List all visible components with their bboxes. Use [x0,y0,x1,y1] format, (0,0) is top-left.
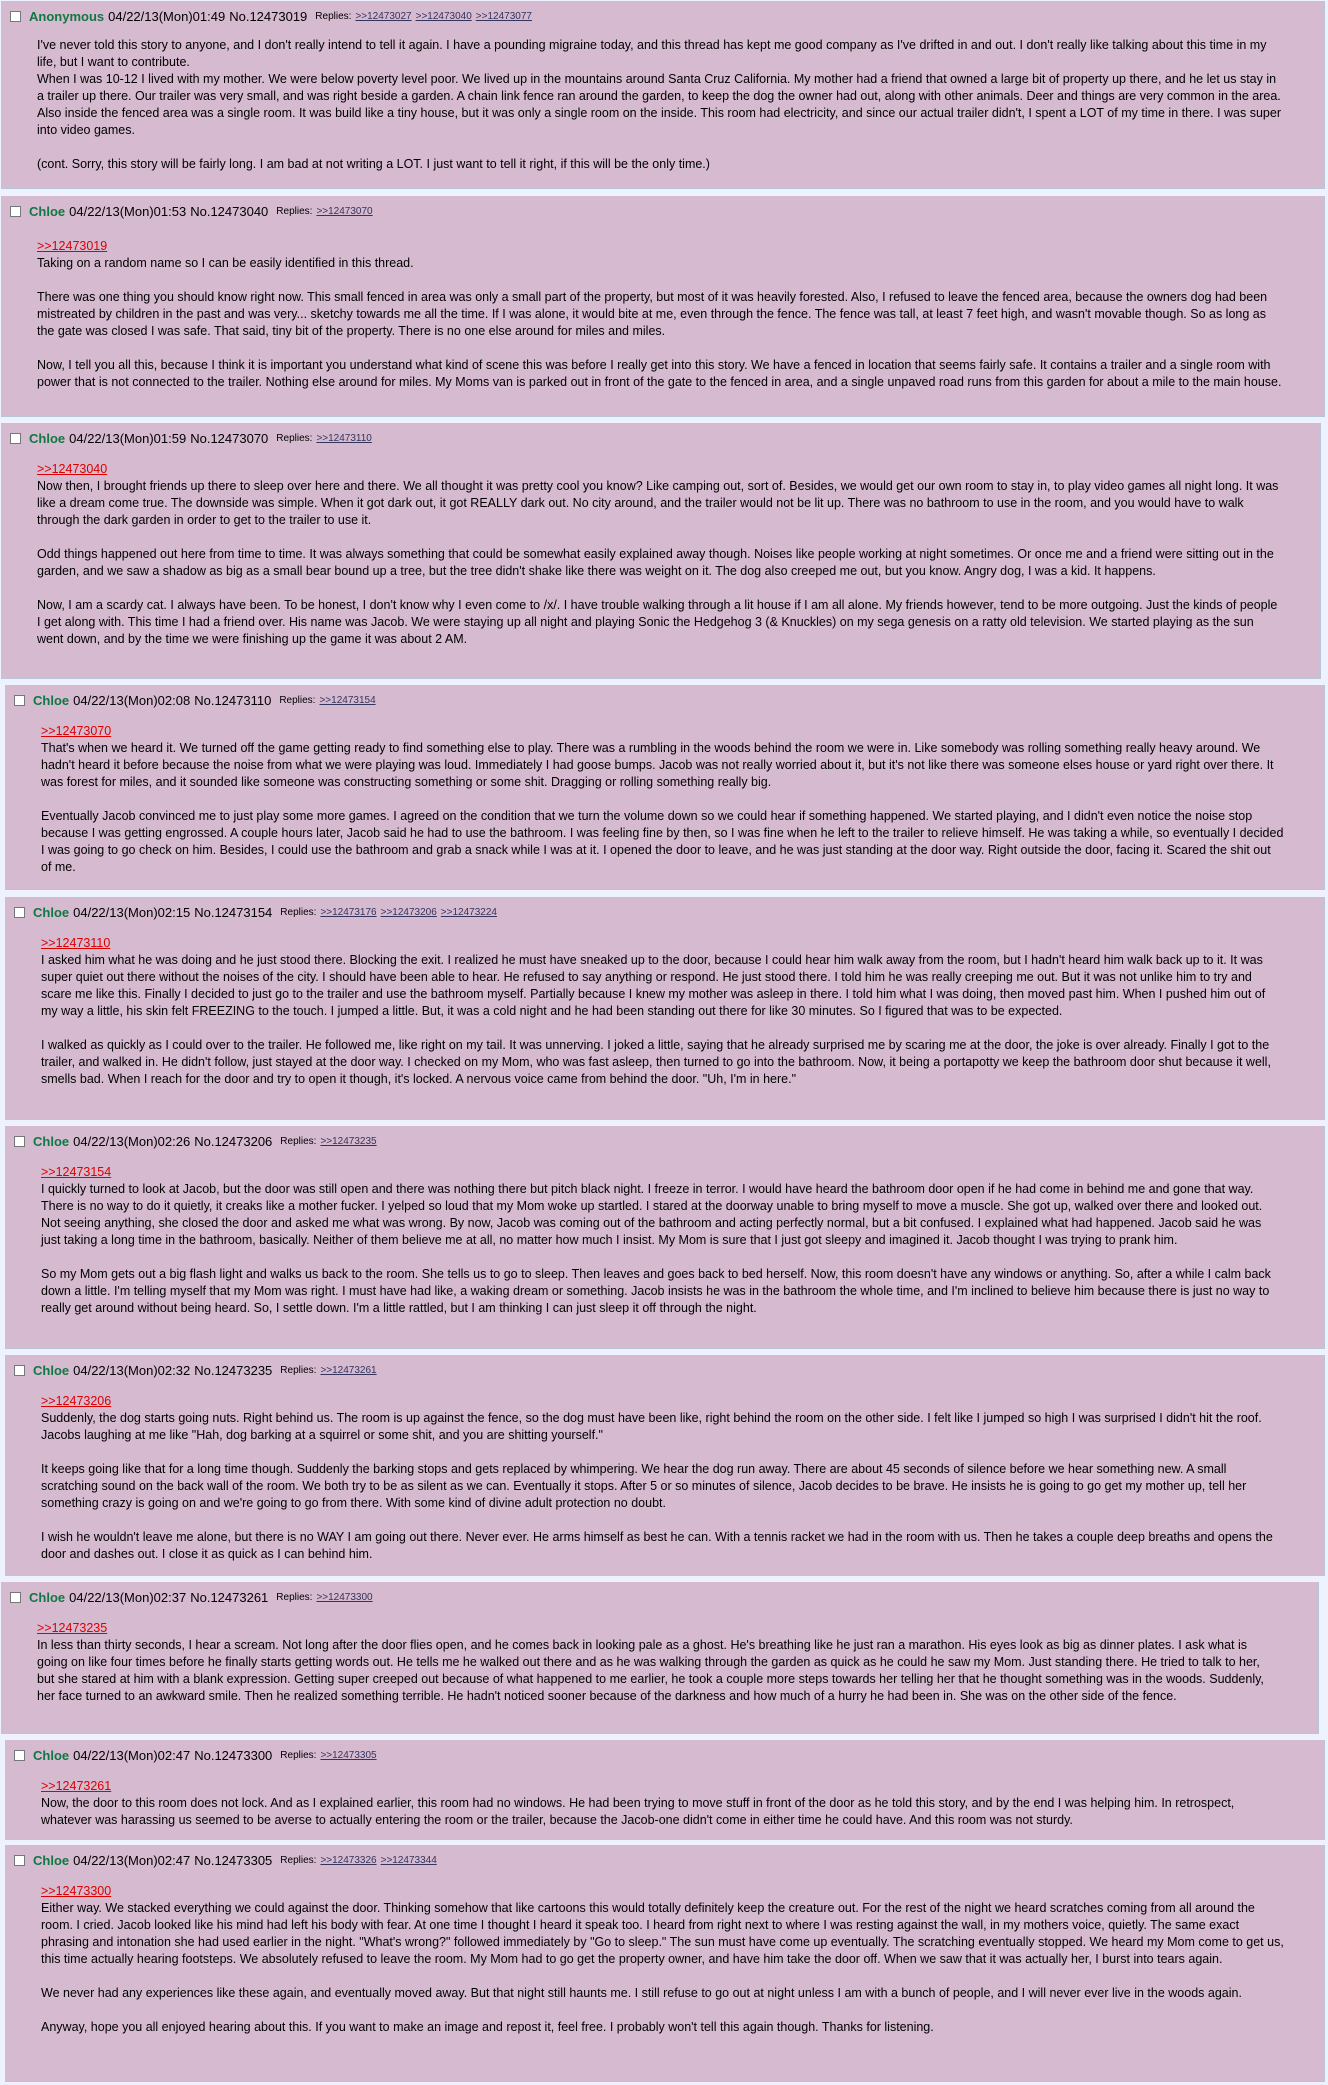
post-checkbox[interactable] [10,1592,21,1603]
poster-name: Chloe [33,904,70,920]
post-message [37,461,1280,648]
reply-backlink[interactable]: >>12473305 [320,1749,377,1761]
post-message [41,1778,1284,1829]
quote-link[interactable]: >>12473300 [41,1884,112,1898]
post-number-link[interactable]: No.12473154 [194,904,273,920]
replies-label: Replies: [279,694,316,706]
post-message [41,1164,1284,1317]
post-number-link[interactable]: No.12473019 [229,8,308,24]
message-paragraph: Suddenly, the dog starts going nuts. Right behind us. The room is up against the fence, so the dog must have been like, right behind the room on the other side. I felt like I jumped so high I was surprised I didn't hit the roof. Jacobs laughing at me like "Hah, dog barking at a squirrel or some shit, and you are shitting yourself." [41,1411,1262,1442]
message-paragraph: Odd things happened out here from time to time. It was always something that could be somewhat easily explained away though. Noises like people working at night sometimes. Or once me and a friend were sitting out in the garden, and we saw a shadow as big as a small bear bound up a tree, but the tree didn't shake like there was weight on it. The dog also creeped me out, but you know. Angry dog, I was a kid. It happens. [37,547,1274,578]
reply-backlink[interactable]: >>12473326 [320,1854,377,1866]
post-datetime: 04/22/13(Mon)01:53 [69,203,187,219]
post-checkbox[interactable] [14,1855,25,1866]
quote-link[interactable]: >>12473235 [37,1621,108,1635]
message-paragraph: Taking on a random name so I can be easily identified in this thread. [37,256,414,270]
post-message [37,37,1284,173]
reply-backlink[interactable]: >>12473235 [320,1135,377,1147]
quote-link[interactable]: >>12473110 [41,936,111,950]
post-message [37,238,1284,391]
post-datetime: 04/22/13(Mon)02:37 [69,1589,187,1605]
post-number-link[interactable]: No.12473040 [190,203,269,219]
message-paragraph: Anyway, hope you all enjoyed hearing about this. If you want to make an image and repost it, feel free. I probably won't tell this again though. Thanks for listening. [41,2020,934,2034]
post-header [10,1589,1310,1605]
post-checkbox[interactable] [14,1750,25,1761]
replies-label: Replies: [276,1591,313,1603]
reply-backlink[interactable]: >>12473300 [316,1591,373,1603]
post-datetime: 04/22/13(Mon)02:47 [73,1852,191,1868]
poster-name: Chloe [33,692,70,708]
post-checkbox[interactable] [10,433,21,444]
post-checkbox[interactable] [14,695,25,706]
message-paragraph: It keeps going like that for a long time though. Suddenly the barking stops and gets replaced by whimpering. We hear the dog run away. There are about 45 seconds of silence before we hear something new. A small scratching sound on the back wall of the room. We both try to be as silent as we can. Eventually it stops. After 5 or so minutes of silence, Jacob decides to be brave. He insists he is going to go get my mother up, tell her something crazy is going on and we're going to go from there. With some kind of divine adult protection no doubt. [41,1462,1247,1510]
reply-backlink[interactable]: >>12473344 [380,1854,437,1866]
message-paragraph: Eventually Jacob convinced me to just play some more games. I agreed on the condition that we turn the volume down so we could hear if something happened. We started playing, and I didn't even notice the noise stop because I was getting engrossed. A couple hours later, Jacob said he had to use the bathroom. I was feeling fine by then, so I was fine when he left to the trailer to relieve himself. He was taking a while, so eventually I decided I was going to go check on him. Besides, I could use the bathroom and grab a snack while I was at it. I opened the door to leave, and he was just standing at the door way. Right outside the door, facing it. Scared the shit out of me. [41,809,1284,874]
post-number-link[interactable]: No.12473261 [190,1589,269,1605]
post-header [10,8,1316,24]
post [5,685,1325,890]
post-header [14,1362,1316,1378]
reply-backlink[interactable]: >>12473077 [475,10,532,22]
post-number-link[interactable]: No.12473305 [194,1852,273,1868]
post [1,1,1325,189]
post-header [14,1133,1316,1149]
reply-backlink[interactable]: >>12473176 [320,906,377,918]
post-checkbox[interactable] [14,1136,25,1147]
reply-backlink[interactable]: >>12473110 [316,432,372,444]
replies-label: Replies: [276,205,313,217]
message-paragraph: In less than thirty seconds, I hear a scream. Not long after the door flies open, and he comes back in looking pale as a ghost. He's breathing like he just ran a marathon. His eyes look as big as dinner plates. I ask what is going on like four times before he finally starts getting words out. He tells me he walked out there and as he was walking through the garden as quick as he could he saw my Mom. Just standing there. He tried to talk to her, but she stared at him with a blank expression. Getting super creeped out because of what happened to me earlier, he took a couple more steps towards her telling her that he thought something was in the woods. Suddenly, her face turned to an awkward smile. Then he realized something terrible. He hadn't noticed sooner because of the darkness and how much of a hurry he had been in. She was on the other side of the fence. [37,1638,1264,1703]
post-datetime: 04/22/13(Mon)02:32 [73,1362,191,1378]
poster-name: Chloe [29,203,66,219]
replies-label: Replies: [280,1854,317,1866]
replies-label: Replies: [280,1364,317,1376]
post-header [14,904,1316,920]
post-header [10,203,1316,219]
message-paragraph: There was one thing you should know right now. This small fenced in area was only a small part of the property, but most of it was heavily forested. Also, I refused to leave the fenced area, because the owners dog had been mistreated by children in the past and was very... sketchy towards me all the time. If I was alone, it would bite at me, even through the fence. The fence was tall, at least 7 feet high, and wasn't movable though. So as long as the gate was closed I was safe. That said, tiny bit of the property. There is no one else around for miles and miles. [37,290,1268,338]
post-message [41,1393,1284,1563]
reply-backlink[interactable]: >>12473224 [440,906,497,918]
post [1,196,1325,417]
reply-backlink[interactable]: >>12473070 [316,205,373,217]
post-header [14,1747,1316,1763]
quote-link[interactable]: >>12473040 [37,462,108,476]
reply-backlink[interactable]: >>12473040 [415,10,472,22]
post-datetime: 04/22/13(Mon)01:59 [69,430,187,446]
quote-link[interactable]: >>12473154 [41,1165,112,1179]
poster-name: Chloe [33,1133,70,1149]
post-checkbox[interactable] [14,1365,25,1376]
post-number-link[interactable]: No.12473110 [194,692,272,708]
post-message [41,1883,1284,2036]
post-datetime: 04/22/13(Mon)02:08 [73,692,191,708]
quote-link[interactable]: >>12473206 [41,1394,112,1408]
reply-backlink[interactable]: >>12473261 [320,1364,377,1376]
post-message [41,723,1284,876]
post-checkbox[interactable] [10,206,21,217]
post [5,1740,1325,1840]
post [5,1355,1325,1576]
post-number-link[interactable]: No.12473070 [190,430,269,446]
poster-name: Chloe [29,1589,66,1605]
post-number-link[interactable]: No.12473206 [194,1133,273,1149]
poster-name: Chloe [33,1362,70,1378]
post-checkbox[interactable] [10,11,21,22]
message-paragraph: I walked as quickly as I could over to the trailer. He followed me, like right on my tail. It was unnerving. I joked a little, saying that he already surprised me by scaring me at the door, the joke is over already. Finally I got to the trailer, and walked in. He didn't follow, just stayed at the door way. I checked on my Mom, who was fast asleep, then turned to go into the bathroom. Now, it being a portapotty we keep the bathroom door shut because it well, smells bad. When I reach for the door and try to open it though, it's locked. A nervous voice came from behind the door. "Uh, I'm in here." [41,1038,1271,1086]
post [5,1845,1325,2082]
message-paragraph: Now then, I brought friends up there to sleep over here and there. We all thought it was pretty cool you know? Like camping out, sort of. Besides, we would get our own room to stay in, to play video games all night long. It was like a dream come true. The downside was simple. When it got dark out, it got REALLY dark out. No city around, and the trailer would not be lit up. There was no bathroom to use in the room, and you would have to walk through the dark garden in order to get to the trailer to use it. [37,479,1279,527]
post-header [14,1852,1316,1868]
post-header [14,692,1316,708]
reply-backlink[interactable]: >>12473027 [355,10,412,22]
reply-backlink[interactable]: >>12473154 [319,694,376,706]
message-paragraph: Either way. We stacked everything we could against the door. Thinking somehow that like cartoons this would totally definitely keep the creature out. For the rest of the night we heard scratches coming from all around the room. I cried. Jacob looked like his mind had left his body with fear. At one time I thought I heard it speak too. I heard from right next to where I was resting against the wall, in my mothers voice, quietly. The same exact phrasing and intonation she had used earlier in the night. "What's wrong?" followed immediately by "Go to sleep." The sun must have come up eventually. The scratching eventually stopped. We heard my Mom come to get us, this time actually hearing footsteps. We absolutely refused to leave the room. My Mom had to go get the property owner, and have him take the door off. When we saw that it was actually her, I burst into tears again. [41,1901,1284,1966]
poster-name: Chloe [29,430,66,446]
replies-label: Replies: [280,1135,317,1147]
post-datetime: 04/22/13(Mon)02:47 [73,1747,191,1763]
quote-link[interactable]: >>12473261 [41,1779,112,1793]
post-header [10,430,1312,446]
quote-link[interactable]: >>12473019 [37,239,108,253]
post [1,423,1321,679]
poster-name: Chloe [33,1852,70,1868]
message-paragraph: That's when we heard it. We turned off the game getting ready to find something else to play. There was a rumbling in the woods behind the room we were in. Like somebody was rolling something really heavy around. We hadn't heard it before because the noise from what we were playing was loud. Immediately I had goose bumps. Jacob was not really worried about it, but it's not like there was someone elses house or yard right over there. It was forest for miles, and it sounded like someone was constructing something or some shit. Dragging or rolling something really big. [41,741,1274,789]
post-message [37,1620,1278,1705]
message-paragraph: Now, I am a scardy cat. I always have been. To be honest, I don't know why I even come to /x/. I have trouble walking through a lit house if I am all alone. My friends however, tend to be more outgoing. Just the kinds of people I get along with. This time I had a friend over. His name was Jacob. We were staying up all night and playing Sonic the Hedgehog 3 (& Knuckles) on my sega genesis on a ratty old television. We started playing as the sun went down, and by the time we were finishing up the game it was about 2 AM. [37,598,1278,646]
message-paragraph: Now, I tell you all this, because I think it is important you understand what kind of scene this was before I really get into this story. We have a fenced in location that seems fairly safe. It contains a trailer and a single room with power that is not connected to the trailer. Nothing else around for miles. My Moms van is parked out in front of the gate to the fenced in area, and a single unpaved road runs from this garden for about a mile to the main house. [37,358,1282,389]
message-paragraph: I asked him what he was doing and he just stood there. Blocking the exit. I realized he must have sneaked up to the door, because I could hear him walk away from the room, but I hadn't heard him walk back up to it. It was super quiet out there without the noises of the city. I should have been able to hear. He refused to say anything or respond. He just stood there. I told him he was really creeping me out. But it was not unlike him to try and scare me like this. Finally I decided to just go to the trailer and use the bathroom myself. Partially because I knew my mother was asleep in there. I told him what I was doing, then moved past him. When I pushed him out of my way a little, his skin felt FREEZING to the touch. I jumped a little. But, it was a cold night and he had been standing out there for like 30 minutes. So I figured that was to be expected. [41,953,1266,1018]
message-paragraph: I quickly turned to look at Jacob, but the door was still open and there was nothing there but pitch black night. I freeze in terror. I would have heard the bathroom door open if he had come in behind me and gone that way. There is no way to do it quietly, it creaks like a mother fucker. I yelped so loud that my Mom woke up startled. I stared at the doorway unable to bring myself to move a muscle. She got up, walked over there and looked out. Not seeing anything, she closed the door and asked me what was wrong. By now, Jacob was coming out of the bathroom and acting perfectly normal, but a bit confused. I explained what had happened. Jacob said he was just taking a long time in the bathroom, basically. Neither of them believe me at all, no matter how much I insist. My Mom is sure that I just got sleepy and imagined it. Jacob thought I was trying to prank him. [41,1182,1263,1247]
post-number-link[interactable]: No.12473300 [194,1747,273,1763]
post [1,1582,1319,1734]
replies-label: Replies: [276,432,313,444]
poster-name: Anonymous [29,8,105,24]
replies-label: Replies: [280,906,317,918]
message-paragraph: So my Mom gets out a big flash light and walks us back to the room. She tells us to go to sleep. Then leaves and goes back to bed herself. Now, this room doesn't have any windows or anything. So, after a while I calm back down a little. I'm telling myself that my Mom was right. I must have had like, a waking dream or something. Jacob insists he was in the bathroom the whole time, and I'm inclined to believe him because there is just no way to really get around without being heard. So, I settle down. I'm a little rattled, but I am thinking I can just sleep it off through the night. [41,1267,1271,1315]
poster-name: Chloe [33,1747,70,1763]
post [5,1126,1325,1349]
post-message [41,935,1284,1088]
post [5,897,1325,1120]
replies-label: Replies: [280,1749,317,1761]
message-paragraph: I've never told this story to anyone, and I don't really intend to tell it again. I have a pounding migraine today, and this thread has kept me good company as I've drifted in and out. I don't really like talking about this time in my life, but I want to contribute. When I was 10-12 I lived with my mother. We were below poverty level poor. We lived up in the mountains around Santa Cruz California. My mother had a friend that owned a large bit of property up there, and he let us stay in a trailer up there. Our trailer was very small, and was right beside a garden. A chain link fence ran around the garden, to keep the dog the owner had out, along with other animals. Deer and things are very common in the area. Also inside the fenced area was a single room. It was build like a tiny house, but it was only a single room on the inside. This room had electricity, and since our actual trailer didn't, I spent a LOT of my time in there. I was super into video games. [37,38,1281,137]
message-paragraph: We never had any experiences like these again, and eventually moved away. But that night still haunts me. I still refuse to go out at night unless I am with a bunch of people, and I will never ever live in the woods again. [41,1986,1242,2000]
message-paragraph: (cont. Sorry, this story will be fairly long. I am bad at not writing a LOT. I just want to tell it right, if this will be the only time.) [37,157,710,171]
reply-backlink[interactable]: >>12473206 [380,906,437,918]
post-datetime: 04/22/13(Mon)02:15 [73,904,191,920]
replies-label: Replies: [315,10,352,22]
message-paragraph: Now, the door to this room does not lock. And as I explained earlier, this room had no windows. He had been trying to move stuff in front of the door as he told this story, and by the end I was helping him. In retrospect, whatever was harassing us seemed to be averse to actually entering the room or the trailer, because the Jacob-one didn't come in either time he could have. And this room was not sturdy. [41,1796,1235,1827]
quote-link[interactable]: >>12473070 [41,724,112,738]
post-datetime: 04/22/13(Mon)01:49 [108,8,226,24]
post-number-link[interactable]: No.12473235 [194,1362,273,1378]
post-datetime: 04/22/13(Mon)02:26 [73,1133,191,1149]
message-paragraph: I wish he wouldn't leave me alone, but there is no WAY I am going out there. Never ever. He arms himself as best he can. With a tennis racket we had in the room with us. Then he takes a couple deep breaths and opens the door and dashes out. I close it as quick as I can behind him. [41,1530,1273,1561]
post-checkbox[interactable] [14,907,25,918]
